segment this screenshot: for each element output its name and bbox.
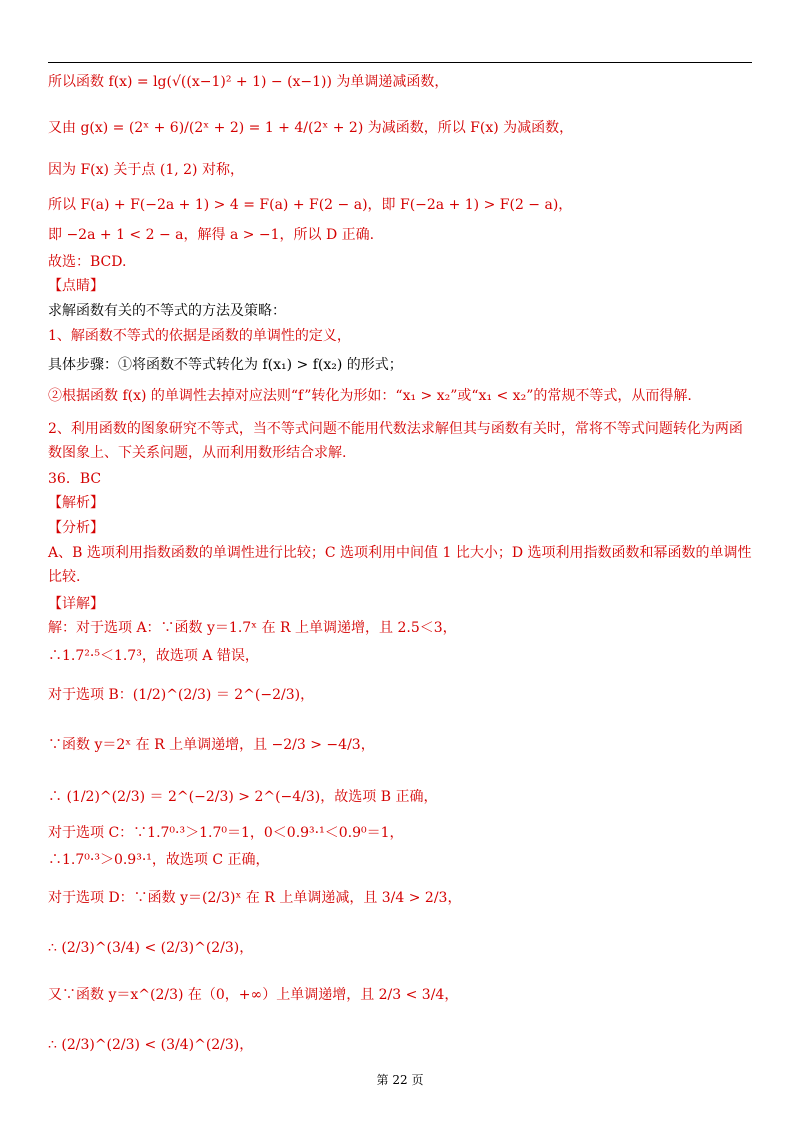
text-line: 故选：BCD. [48,254,127,270]
section-heading: 【点睛】 [48,278,104,294]
text-line: 1、解函数不等式的依据是函数的单调性的定义， [48,328,351,344]
text-line: 即 −2a + 1 < 2 − a，解得 a > −1，所以 D 正确. [48,227,375,243]
text-line: 对于选项 B：(1/2)^(2/3) ＝ 2^(−2/3)， [48,687,315,703]
text-line: 所以函数 f(x) = lg(√((x−1)² + 1) − (x−1)) 为单调递减函数， [48,74,449,90]
answer-number: 36．BC [48,471,102,487]
text-line: ∵函数 y＝2ˣ 在 R 上单调递增，且 −2/3 > −4/3， [48,737,375,753]
text-line: 又∵函数 y＝x^(2/3) 在（0，+∞）上单调递增，且 2/3 < 3/4， [48,987,459,1003]
text-line: 对于选项 C：∵1.7⁰·³＞1.7⁰＝1，0＜0.9³·¹＜0.9⁰＝1， [48,825,404,841]
text-line: 求解函数有关的不等式的方法及策略： [48,303,286,319]
text-line: 数图象上、下关系问题，从而利用数形结合求解. [48,445,347,461]
text-line: 具体步骤：①将函数不等式转化为 f(x₁) > f(x₂) 的形式； [48,357,403,373]
text-line: 所以 F(a) + F(−2a + 1) > 4 = F(a) + F(2 − a)，即 F(−2a + 1) > F(2 − a)， [48,197,573,213]
page-number: 第 22 页 [376,1073,424,1087]
text-line: 对于选项 D：∵函数 y＝(2/3)ˣ 在 R 上单调递减，且 3/4 > 2/3， [48,890,462,906]
text-line: ∴ (2/3)^(2/3) < (3/4)^(2/3)， [48,1037,254,1053]
text-line: ∴1.7⁰·³＞0.9³·¹，故选项 C 正确， [48,852,270,868]
text-line: 因为 F(x) 关于点 (1, 2) 对称， [48,162,244,178]
text-line: ∴ (2/3)^(3/4) < (2/3)^(2/3)， [48,940,254,956]
text-line: 比较. [48,569,81,585]
text-line: ②根据函数 f(x) 的单调性去掉对应法则“f”转化为形如：“x₁ > x₂”或“x₁ < x₂”的常规不等式，从而得解. [48,388,692,404]
text-line: 又由 g(x) = (2ˣ + 6)/(2ˣ + 2) = 1 + 4/(2ˣ + 2) 为减函数，所以 F(x) 为减函数， [48,120,574,136]
text-line: A、B 选项利用指数函数的单调性进行比较；C 选项利用中间值 1 比大小；D 选项利用指数函数和幂函数的单调性 [48,545,752,561]
text-line: 2、利用函数的图象研究不等式，当不等式问题不能用代数法求解但其与函数有关时，常将不等式问题转化为两函 [48,421,743,437]
text-line: 解：对于选项 A：∵函数 y＝1.7ˣ 在 R 上单调递增，且 2.5＜3， [48,620,457,636]
text-line: ∴ (1/2)^(2/3) ＝ 2^(−2/3) > 2^(−4/3)，故选项 B 正确， [48,789,438,805]
header-rule [48,62,752,63]
section-heading: 【详解】 [48,596,104,612]
text-line: ∴1.7²·⁵＜1.7³，故选项 A 错误， [48,648,259,664]
section-heading: 【分析】 [48,520,104,536]
section-heading: 【解析】 [48,495,104,511]
